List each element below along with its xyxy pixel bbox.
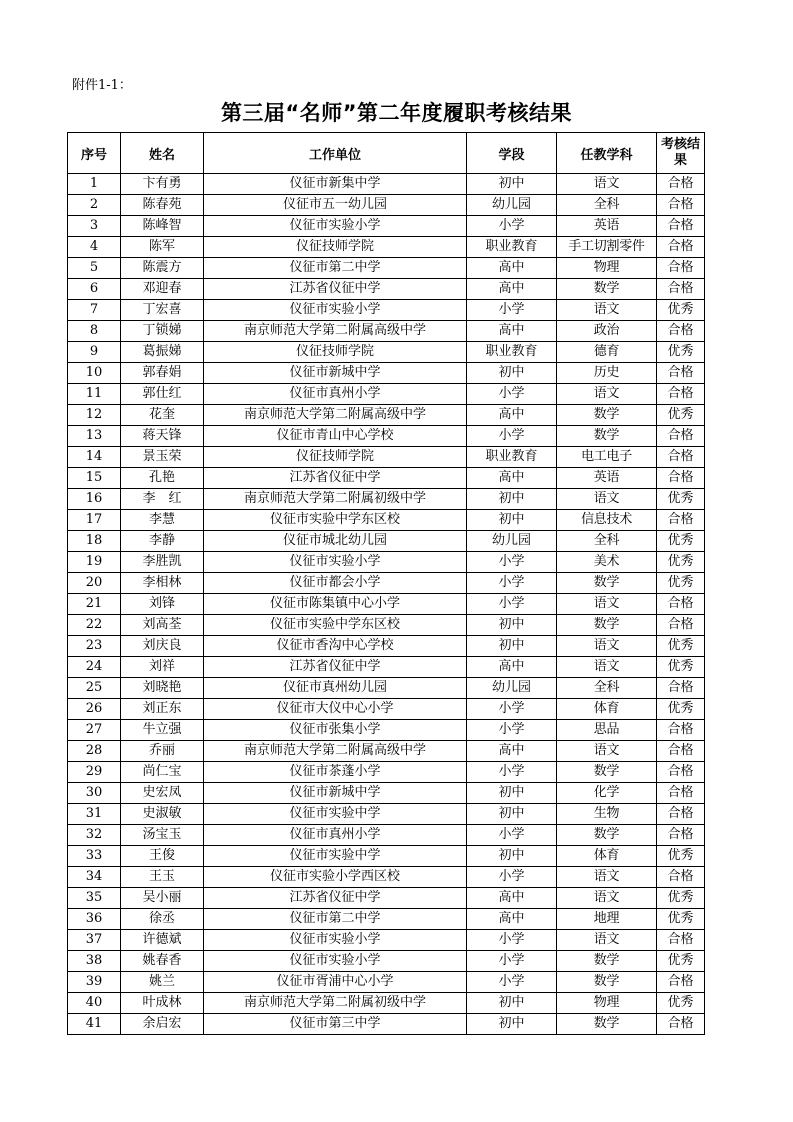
name-cell: 邓迎春 [121,279,204,300]
result-cell: 合格 [657,930,705,951]
name-cell: 陈军 [121,237,204,258]
result-cell: 合格 [657,279,705,300]
attachment-label: 附件1-1： [72,78,132,93]
subject-cell: 语文 [557,741,657,762]
result-cell: 合格 [657,762,705,783]
workplace-cell: 仪征技师学院 [204,342,467,363]
index-cell: 18 [68,531,121,552]
subject-cell: 物理 [557,258,657,279]
workplace-cell: 仪征市第三中学 [204,1014,467,1035]
name-cell: 蒋天锋 [121,426,204,447]
name-cell: 刘正东 [121,699,204,720]
name-cell: 刘高荃 [121,615,204,636]
index-cell: 35 [68,888,121,909]
index-cell: 12 [68,405,121,426]
workplace-cell: 仪征市实验中学东区校 [204,510,467,531]
stage-cell: 初中 [467,783,557,804]
result-cell: 合格 [657,195,705,216]
table-row [68,594,705,615]
workplace-cell: 仪征市五一幼儿园 [204,195,467,216]
stage-cell: 初中 [467,615,557,636]
workplace-cell: 仪征市真州幼儿园 [204,678,467,699]
table-header-row [68,133,705,174]
name-cell: 王俊 [121,846,204,867]
stage-cell: 初中 [467,174,557,195]
result-cell: 优秀 [657,573,705,594]
name-cell: 刘锋 [121,594,204,615]
index-cell: 11 [68,384,121,405]
index-cell: 33 [68,846,121,867]
subject-cell: 语文 [557,657,657,678]
index-cell: 16 [68,489,121,510]
table-row [68,825,705,846]
result-cell: 优秀 [657,699,705,720]
index-cell: 41 [68,1014,121,1035]
name-cell: 景玉荣 [121,447,204,468]
name-cell: 花奎 [121,405,204,426]
table-row [68,678,705,699]
subject-cell: 英语 [557,468,657,489]
subject-cell: 数学 [557,972,657,993]
index-cell: 36 [68,909,121,930]
name-cell: 李慧 [121,510,204,531]
stage-cell: 高中 [467,405,557,426]
page-title: 第三届“名师”第二年度履职考核结果 [220,101,573,125]
name-cell: 李 红 [121,489,204,510]
subject-cell: 数学 [557,1014,657,1035]
name-cell: 郭春娟 [121,363,204,384]
stage-cell: 小学 [467,720,557,741]
result-cell: 合格 [657,825,705,846]
name-cell: 陈春苑 [121,195,204,216]
subject-cell: 语文 [557,300,657,321]
stage-cell: 小学 [467,972,557,993]
name-cell: 孔艳 [121,468,204,489]
name-cell: 李静 [121,531,204,552]
index-cell: 38 [68,951,121,972]
header-stage: 学段 [467,133,557,174]
result-cell: 合格 [657,594,705,615]
table-row [68,363,705,384]
name-cell: 史淑敏 [121,804,204,825]
index-cell: 39 [68,972,121,993]
subject-cell: 物理 [557,993,657,1014]
index-cell: 26 [68,699,121,720]
name-cell: 刘祥 [121,657,204,678]
result-cell: 优秀 [657,636,705,657]
subject-cell: 数学 [557,951,657,972]
stage-cell: 小学 [467,216,557,237]
table-row [68,972,705,993]
stage-cell: 初中 [467,510,557,531]
table-row [68,1014,705,1035]
subject-cell: 体育 [557,846,657,867]
name-cell: 汤宝玉 [121,825,204,846]
table-row [68,762,705,783]
table-row [68,258,705,279]
name-cell: 葛振娣 [121,342,204,363]
workplace-cell: 仪征市实验中学 [204,846,467,867]
workplace-cell: 江苏省仪征中学 [204,888,467,909]
table-row [68,531,705,552]
result-cell: 优秀 [657,531,705,552]
index-cell: 32 [68,825,121,846]
index-cell: 19 [68,552,121,573]
workplace-cell: 南京师范大学第二附属高级中学 [204,741,467,762]
stage-cell: 初中 [467,846,557,867]
result-cell: 合格 [657,720,705,741]
stage-cell: 小学 [467,300,557,321]
result-cell: 优秀 [657,657,705,678]
stage-cell: 小学 [467,867,557,888]
workplace-cell: 南京师范大学第二附属初级中学 [204,993,467,1014]
subject-cell: 全科 [557,531,657,552]
stage-cell: 高中 [467,279,557,300]
index-cell: 30 [68,783,121,804]
subject-cell: 英语 [557,216,657,237]
subject-cell: 语文 [557,867,657,888]
stage-cell: 高中 [467,321,557,342]
index-cell: 14 [68,447,121,468]
table-row [68,951,705,972]
index-cell: 2 [68,195,121,216]
stage-cell: 职业教育 [467,342,557,363]
table-row [68,867,705,888]
subject-cell: 体育 [557,699,657,720]
stage-cell: 幼儿园 [467,678,557,699]
stage-cell: 职业教育 [467,237,557,258]
stage-cell: 高中 [467,258,557,279]
name-cell: 陈震方 [121,258,204,279]
subject-cell: 语文 [557,489,657,510]
stage-cell: 高中 [467,888,557,909]
index-cell: 3 [68,216,121,237]
name-cell: 李胜凯 [121,552,204,573]
index-cell: 15 [68,468,121,489]
index-cell: 23 [68,636,121,657]
index-cell: 27 [68,720,121,741]
result-cell: 优秀 [657,909,705,930]
table-row [68,300,705,321]
stage-cell: 小学 [467,951,557,972]
name-cell: 史宏凤 [121,783,204,804]
index-cell: 4 [68,237,121,258]
table-row [68,930,705,951]
result-cell: 合格 [657,258,705,279]
stage-cell: 初中 [467,804,557,825]
workplace-cell: 南京师范大学第二附属高级中学 [204,405,467,426]
table-row [68,741,705,762]
table-row [68,846,705,867]
subject-cell: 历史 [557,363,657,384]
name-cell: 郭仕红 [121,384,204,405]
index-cell: 29 [68,762,121,783]
subject-cell: 语文 [557,888,657,909]
stage-cell: 小学 [467,930,557,951]
subject-cell: 语文 [557,636,657,657]
stage-cell: 小学 [467,426,557,447]
subject-cell: 信息技术 [557,510,657,531]
stage-cell: 初中 [467,993,557,1014]
subject-cell: 语文 [557,930,657,951]
index-cell: 34 [68,867,121,888]
table-row [68,783,705,804]
subject-cell: 德育 [557,342,657,363]
table-row [68,426,705,447]
result-cell: 合格 [657,1014,705,1035]
table-row [68,699,705,720]
workplace-cell: 仪征市实验小学 [204,552,467,573]
header-subject: 任教学科 [557,133,657,174]
subject-cell: 语文 [557,174,657,195]
name-cell: 丁宏喜 [121,300,204,321]
result-cell: 优秀 [657,552,705,573]
stage-cell: 小学 [467,825,557,846]
stage-cell: 高中 [467,741,557,762]
index-cell: 31 [68,804,121,825]
name-cell: 余启宏 [121,1014,204,1035]
stage-cell: 初中 [467,1014,557,1035]
index-cell: 25 [68,678,121,699]
workplace-cell: 仪征市第二中学 [204,258,467,279]
stage-cell: 幼儿园 [467,195,557,216]
workplace-cell: 江苏省仪征中学 [204,279,467,300]
result-cell: 合格 [657,615,705,636]
stage-cell: 小学 [467,384,557,405]
result-cell: 合格 [657,321,705,342]
index-cell: 20 [68,573,121,594]
header-name: 姓名 [121,133,204,174]
index-cell: 17 [68,510,121,531]
index-cell: 5 [68,258,121,279]
result-cell: 合格 [657,804,705,825]
result-cell: 优秀 [657,300,705,321]
result-cell: 优秀 [657,846,705,867]
workplace-cell: 仪征技师学院 [204,237,467,258]
index-cell: 8 [68,321,121,342]
name-cell: 王玉 [121,867,204,888]
result-cell: 合格 [657,741,705,762]
workplace-cell: 仪征市都会小学 [204,573,467,594]
name-cell: 李相林 [121,573,204,594]
stage-cell: 初中 [467,363,557,384]
result-cell: 合格 [657,867,705,888]
table-row [68,405,705,426]
index-cell: 7 [68,300,121,321]
workplace-cell: 江苏省仪征中学 [204,657,467,678]
workplace-cell: 仪征市胥浦中心小学 [204,972,467,993]
result-cell: 优秀 [657,342,705,363]
name-cell: 姚春香 [121,951,204,972]
workplace-cell: 仪征市陈集镇中心小学 [204,594,467,615]
result-cell: 优秀 [657,888,705,909]
header-result: 考核结果 [657,133,705,174]
result-cell: 合格 [657,783,705,804]
index-cell: 37 [68,930,121,951]
result-cell: 优秀 [657,993,705,1014]
table-row [68,657,705,678]
workplace-cell: 仪征市实验小学 [204,930,467,951]
result-cell: 合格 [657,447,705,468]
workplace-cell: 仪征市大仪中心小学 [204,699,467,720]
workplace-cell: 仪征市茶蓬小学 [204,762,467,783]
index-cell: 21 [68,594,121,615]
table-row [68,510,705,531]
name-cell: 丁锁娣 [121,321,204,342]
table-row [68,489,705,510]
table-row [68,447,705,468]
table-row [68,279,705,300]
result-cell: 合格 [657,384,705,405]
workplace-cell: 南京师范大学第二附属高级中学 [204,321,467,342]
workplace-cell: 仪征市新集中学 [204,174,467,195]
result-cell: 合格 [657,363,705,384]
workplace-cell: 仪征技师学院 [204,447,467,468]
stage-cell: 小学 [467,699,557,720]
subject-cell: 电工电子 [557,447,657,468]
subject-cell: 手工切割零件 [557,237,657,258]
stage-cell: 高中 [467,468,557,489]
subject-cell: 化学 [557,783,657,804]
workplace-cell: 仪征市实验小学 [204,300,467,321]
workplace-cell: 仪征市张集小学 [204,720,467,741]
subject-cell: 思品 [557,720,657,741]
workplace-cell: 仪征市香沟中心学校 [204,636,467,657]
table-row [68,720,705,741]
subject-cell: 地理 [557,909,657,930]
name-cell: 许德斌 [121,930,204,951]
result-cell: 优秀 [657,951,705,972]
subject-cell: 语文 [557,594,657,615]
result-cell: 合格 [657,678,705,699]
workplace-cell: 仪征市实验中学东区校 [204,615,467,636]
result-cell: 合格 [657,426,705,447]
result-cell: 合格 [657,174,705,195]
name-cell: 陈峰智 [121,216,204,237]
name-cell: 刘晓艳 [121,678,204,699]
name-cell: 卞有勇 [121,174,204,195]
stage-cell: 小学 [467,552,557,573]
name-cell: 徐丞 [121,909,204,930]
name-cell: 尚仁宝 [121,762,204,783]
table-row [68,888,705,909]
name-cell: 姚兰 [121,972,204,993]
workplace-cell: 仪征市第二中学 [204,909,467,930]
table-row [68,174,705,195]
subject-cell: 数学 [557,825,657,846]
subject-cell: 全科 [557,195,657,216]
index-cell: 40 [68,993,121,1014]
table-row [68,321,705,342]
workplace-cell: 南京师范大学第二附属初级中学 [204,489,467,510]
subject-cell: 数学 [557,573,657,594]
workplace-cell: 仪征市真州小学 [204,825,467,846]
subject-cell: 数学 [557,405,657,426]
index-cell: 10 [68,363,121,384]
name-cell: 刘庆良 [121,636,204,657]
workplace-cell: 仪征市实验小学 [204,951,467,972]
workplace-cell: 仪征市实验中学 [204,804,467,825]
workplace-cell: 仪征市城北幼儿园 [204,531,467,552]
subject-cell: 数学 [557,615,657,636]
table-row [68,237,705,258]
stage-cell: 高中 [467,657,557,678]
stage-cell: 职业教育 [467,447,557,468]
index-cell: 22 [68,615,121,636]
subject-cell: 政治 [557,321,657,342]
stage-cell: 初中 [467,636,557,657]
stage-cell: 幼儿园 [467,531,557,552]
index-cell: 24 [68,657,121,678]
table-row [68,216,705,237]
result-cell: 合格 [657,510,705,531]
table-row [68,993,705,1014]
name-cell: 乔丽 [121,741,204,762]
table-row [68,573,705,594]
result-cell: 优秀 [657,489,705,510]
table-row [68,195,705,216]
result-cell: 合格 [657,216,705,237]
stage-cell: 高中 [467,909,557,930]
table-row [68,552,705,573]
subject-cell: 生物 [557,804,657,825]
subject-cell: 全科 [557,678,657,699]
workplace-cell: 仪征市青山中心学校 [204,426,467,447]
workplace-cell: 江苏省仪征中学 [204,468,467,489]
stage-cell: 初中 [467,489,557,510]
workplace-cell: 仪征市实验小学 [204,216,467,237]
table-row [68,804,705,825]
name-cell: 牛立强 [121,720,204,741]
stage-cell: 小学 [467,573,557,594]
workplace-cell: 仪征市实验小学西区校 [204,867,467,888]
table-row [68,384,705,405]
table-row [68,615,705,636]
subject-cell: 数学 [557,426,657,447]
subject-cell: 数学 [557,279,657,300]
index-cell: 13 [68,426,121,447]
table-row [68,342,705,363]
table-row [68,909,705,930]
result-cell: 合格 [657,972,705,993]
index-cell: 1 [68,174,121,195]
name-cell: 叶成林 [121,993,204,1014]
subject-cell: 数学 [557,762,657,783]
subject-cell: 语文 [557,384,657,405]
workplace-cell: 仪征市新城中学 [204,363,467,384]
index-cell: 28 [68,741,121,762]
workplace-cell: 仪征市真州小学 [204,384,467,405]
subject-cell: 美术 [557,552,657,573]
header-workplace: 工作单位 [204,133,467,174]
results-table [67,132,705,1035]
index-cell: 9 [68,342,121,363]
result-cell: 合格 [657,468,705,489]
header-index: 序号 [68,133,121,174]
result-cell: 优秀 [657,405,705,426]
index-cell: 6 [68,279,121,300]
stage-cell: 小学 [467,594,557,615]
stage-cell: 小学 [467,762,557,783]
workplace-cell: 仪征市新城中学 [204,783,467,804]
table-row [68,468,705,489]
name-cell: 吴小丽 [121,888,204,909]
result-cell: 合格 [657,237,705,258]
table-row [68,636,705,657]
